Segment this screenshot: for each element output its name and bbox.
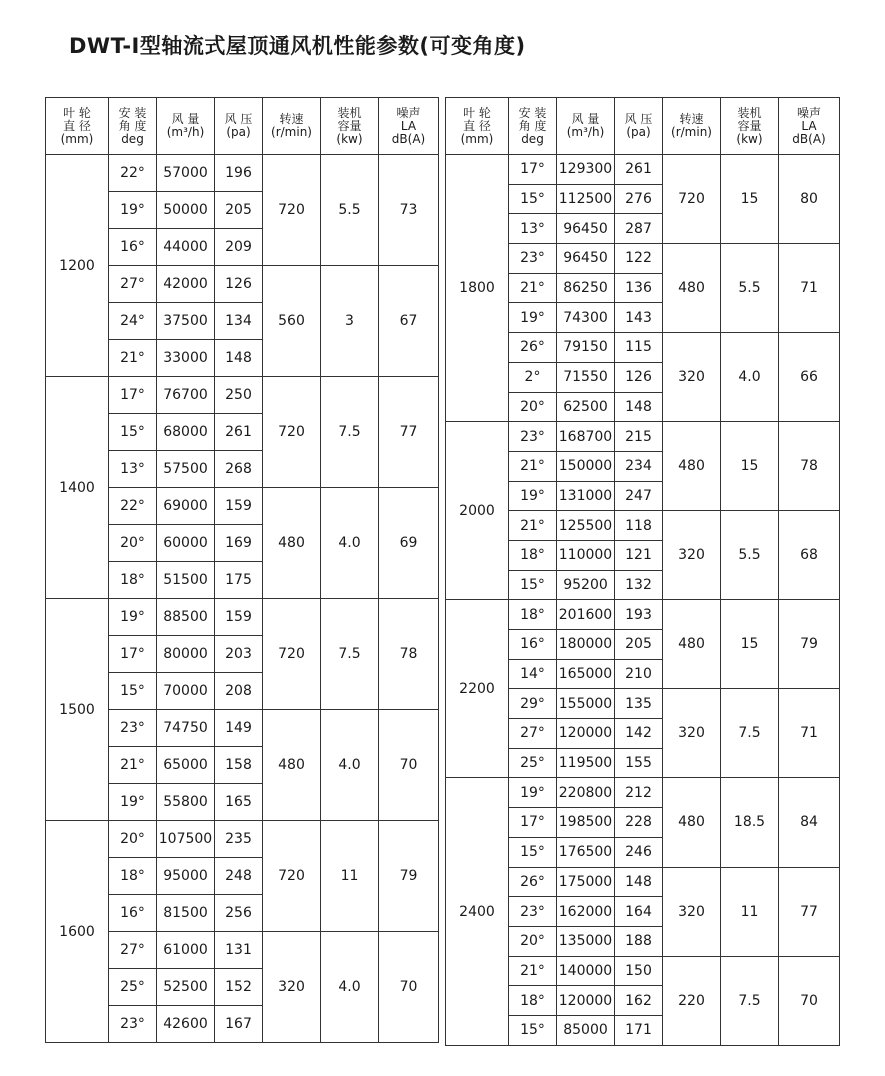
pressure-cell: 118 (615, 511, 663, 541)
airflow-cell: 176500 (557, 837, 615, 867)
header-line: 叶 轮 (63, 105, 91, 120)
angle-cell: 15° (509, 570, 557, 600)
diameter-cell: 1800 (446, 155, 509, 422)
airflow-cell: 62500 (557, 392, 615, 422)
header-noise (379, 98, 439, 155)
angle-cell: 18° (509, 600, 557, 630)
pressure-cell: 121 (615, 540, 663, 570)
pressure-cell: 228 (615, 808, 663, 838)
page-title: DWT-Ⅰ型轴流式屋顶通风机性能参数(可变角度) (69, 34, 526, 58)
angle-cell: 20° (509, 926, 557, 956)
pressure-cell: 246 (615, 837, 663, 867)
airflow-cell: 52500 (157, 969, 215, 1006)
airflow-cell: 125500 (557, 511, 615, 541)
table-header (446, 98, 840, 155)
header-line: 角 度 (518, 118, 547, 133)
airflow-cell: 61000 (157, 932, 215, 969)
header-power (721, 98, 779, 155)
diameter-cell: 1600 (46, 821, 109, 1043)
airflow-cell: 37500 (157, 303, 215, 340)
airflow-cell: 55800 (157, 784, 215, 821)
airflow-cell: 88500 (157, 599, 215, 636)
airflow-cell: 68000 (157, 414, 215, 451)
header-diameter (446, 98, 509, 155)
angle-cell: 15° (509, 837, 557, 867)
header-line: (kw) (336, 131, 363, 146)
airflow-cell: 85000 (557, 1015, 615, 1045)
angle-cell: 17° (509, 155, 557, 185)
airflow-cell: 42600 (157, 1006, 215, 1043)
airflow-cell: 129300 (557, 155, 615, 185)
diameter-cell: 1400 (46, 377, 109, 599)
noise-cell: 79 (379, 821, 439, 932)
airflow-cell: 44000 (157, 229, 215, 266)
header-line: 角 度 (118, 118, 147, 133)
pressure-cell: 261 (615, 155, 663, 185)
speed-cell: 320 (263, 932, 321, 1043)
angle-cell: 17° (109, 377, 157, 414)
airflow-cell: 74750 (157, 710, 215, 747)
pressure-cell: 132 (615, 570, 663, 600)
pressure-cell: 209 (215, 229, 263, 266)
airflow-cell: 69000 (157, 488, 215, 525)
angle-cell: 19° (109, 599, 157, 636)
pressure-cell: 136 (615, 273, 663, 303)
pressure-cell: 142 (615, 719, 663, 749)
table-row (446, 155, 840, 185)
airflow-cell: 110000 (557, 540, 615, 570)
airflow-cell: 135000 (557, 926, 615, 956)
table-row (46, 155, 439, 192)
header-line: deg (521, 131, 544, 146)
pressure-cell: 261 (215, 414, 263, 451)
diameter-cell: 1500 (46, 599, 109, 821)
angle-cell: 24° (109, 303, 157, 340)
noise-cell: 78 (379, 599, 439, 710)
pressure-cell: 203 (215, 636, 263, 673)
header-angle (109, 98, 157, 155)
angle-cell: 16° (509, 630, 557, 660)
power-cell: 3 (321, 266, 379, 377)
speed-cell: 320 (663, 689, 721, 778)
header-line: 直 径 (63, 118, 91, 133)
angle-cell: 26° (509, 333, 557, 363)
speed-cell: 720 (263, 599, 321, 710)
table-row (46, 821, 439, 858)
angle-cell: 27° (109, 266, 157, 303)
airflow-cell: 96450 (557, 244, 615, 274)
airflow-cell: 165000 (557, 659, 615, 689)
pressure-cell: 193 (615, 600, 663, 630)
power-cell: 4.0 (321, 932, 379, 1043)
pressure-cell: 131 (215, 932, 263, 969)
airflow-cell: 33000 (157, 340, 215, 377)
table-row (46, 377, 439, 414)
angle-cell: 21° (109, 747, 157, 784)
angle-cell: 21° (109, 340, 157, 377)
noise-cell: 80 (779, 155, 840, 244)
airflow-cell: 112500 (557, 184, 615, 214)
speed-cell: 480 (663, 600, 721, 689)
angle-cell: 27° (509, 719, 557, 749)
noise-cell: 71 (779, 244, 840, 333)
angle-cell: 17° (109, 636, 157, 673)
speed-cell: 560 (263, 266, 321, 377)
airflow-cell: 79150 (557, 333, 615, 363)
angle-cell: 17° (509, 808, 557, 838)
angle-cell: 23° (109, 1006, 157, 1043)
header-line: dB(A) (391, 131, 426, 146)
noise-cell: 71 (779, 689, 840, 778)
pressure-cell: 188 (615, 926, 663, 956)
airflow-cell: 168700 (557, 422, 615, 452)
airflow-cell: 86250 (557, 273, 615, 303)
angle-cell: 19° (509, 778, 557, 808)
header-line: 风 量 (171, 112, 200, 126)
airflow-cell: 96450 (557, 214, 615, 244)
power-cell: 5.5 (721, 244, 779, 333)
diameter-cell: 2400 (446, 778, 509, 1045)
pressure-cell: 196 (215, 155, 263, 192)
speed-cell: 320 (663, 333, 721, 422)
angle-cell: 19° (109, 192, 157, 229)
power-cell: 11 (721, 867, 779, 956)
airflow-cell: 42000 (157, 266, 215, 303)
angle-cell: 20° (109, 525, 157, 562)
pressure-cell: 148 (615, 392, 663, 422)
airflow-cell: 70000 (157, 673, 215, 710)
angle-cell: 25° (509, 748, 557, 778)
angle-cell: 18° (509, 986, 557, 1016)
angle-cell: 22° (109, 488, 157, 525)
header-line: (m³/h) (566, 125, 605, 139)
airflow-cell: 131000 (557, 481, 615, 511)
angle-cell: 21° (509, 511, 557, 541)
angle-cell: 14° (509, 659, 557, 689)
angle-cell: 2° (509, 362, 557, 392)
pressure-cell: 165 (215, 784, 263, 821)
angle-cell: 15° (509, 1015, 557, 1045)
angle-cell: 18° (109, 858, 157, 895)
angle-cell: 26° (509, 867, 557, 897)
airflow-cell: 162000 (557, 897, 615, 927)
pressure-cell: 215 (615, 422, 663, 452)
power-cell: 4.0 (321, 710, 379, 821)
pressure-cell: 210 (615, 659, 663, 689)
airflow-cell: 198500 (557, 808, 615, 838)
angle-cell: 23° (509, 422, 557, 452)
pressure-cell: 150 (615, 956, 663, 986)
speed-cell: 480 (663, 244, 721, 333)
pressure-cell: 134 (215, 303, 263, 340)
power-cell: 11 (321, 821, 379, 932)
pressure-cell: 169 (215, 525, 263, 562)
airflow-cell: 120000 (557, 986, 615, 1016)
pressure-cell: 148 (215, 340, 263, 377)
pressure-cell: 212 (615, 778, 663, 808)
noise-cell: 68 (779, 511, 840, 600)
header-diameter (46, 98, 109, 155)
angle-cell: 29° (509, 689, 557, 719)
pressure-cell: 234 (615, 451, 663, 481)
header-line: (r/min) (271, 125, 312, 139)
angle-cell: 13° (109, 451, 157, 488)
pressure-cell: 155 (615, 748, 663, 778)
pressure-cell: 162 (615, 986, 663, 1016)
header-angle (509, 98, 557, 155)
table-header (46, 98, 439, 155)
power-cell: 4.0 (721, 333, 779, 422)
noise-cell: 77 (379, 377, 439, 488)
power-cell: 5.5 (321, 155, 379, 266)
power-cell: 7.5 (721, 956, 779, 1045)
noise-cell: 70 (379, 710, 439, 821)
angle-cell: 19° (509, 481, 557, 511)
header-line: 容量 (737, 118, 762, 133)
header-line: 转速 (679, 112, 704, 126)
airflow-cell: 80000 (157, 636, 215, 673)
angle-cell: 18° (109, 562, 157, 599)
angle-cell: 21° (509, 956, 557, 986)
table-row (446, 600, 840, 630)
airflow-cell: 201600 (557, 600, 615, 630)
speed-cell: 720 (263, 377, 321, 488)
airflow-cell: 60000 (157, 525, 215, 562)
power-cell: 5.5 (721, 511, 779, 600)
angle-cell: 16° (109, 895, 157, 932)
header-pressure (215, 98, 263, 155)
pressure-cell: 248 (215, 858, 263, 895)
speed-cell: 480 (263, 488, 321, 599)
header-line: (pa) (626, 125, 651, 139)
noise-cell: 77 (779, 867, 840, 956)
header-noise (779, 98, 840, 155)
airflow-cell: 220800 (557, 778, 615, 808)
pressure-cell: 276 (615, 184, 663, 214)
speed-cell: 480 (663, 778, 721, 867)
pressure-cell: 167 (215, 1006, 263, 1043)
airflow-cell: 95200 (557, 570, 615, 600)
performance-table-right (445, 97, 840, 1046)
airflow-cell: 81500 (157, 895, 215, 932)
header-power (321, 98, 379, 155)
header-line: 容量 (337, 118, 362, 133)
header-line: (pa) (226, 125, 251, 139)
table-row (446, 422, 840, 452)
pressure-cell: 247 (615, 481, 663, 511)
header-line: 安 装 (118, 105, 147, 120)
speed-cell: 480 (263, 710, 321, 821)
header-speed (263, 98, 321, 155)
pressure-cell: 256 (215, 895, 263, 932)
pressure-cell: 135 (615, 689, 663, 719)
pressure-cell: 149 (215, 710, 263, 747)
power-cell: 18.5 (721, 778, 779, 867)
pressure-cell: 208 (215, 673, 263, 710)
airflow-cell: 107500 (157, 821, 215, 858)
speed-cell: 480 (663, 422, 721, 511)
speed-cell: 720 (663, 155, 721, 244)
pressure-cell: 287 (615, 214, 663, 244)
pressure-cell: 115 (615, 333, 663, 363)
header-line: 装机 (737, 105, 762, 120)
airflow-cell: 51500 (157, 562, 215, 599)
angle-cell: 19° (109, 784, 157, 821)
noise-cell: 66 (779, 333, 840, 422)
header-line: dB(A) (792, 131, 826, 146)
header-line: 叶 轮 (463, 105, 491, 120)
diameter-cell: 2200 (446, 600, 509, 778)
table-row (446, 778, 840, 808)
header-line: 风 压 (224, 112, 253, 126)
header-line: 风 压 (624, 112, 653, 126)
angle-cell: 19° (509, 303, 557, 333)
airflow-cell: 95000 (157, 858, 215, 895)
header-line: 噪声 (796, 105, 821, 120)
angle-cell: 27° (109, 932, 157, 969)
power-cell: 15 (721, 600, 779, 689)
pressure-cell: 268 (215, 451, 263, 488)
header-line: 转速 (279, 112, 304, 126)
header-line: LA (801, 118, 817, 133)
speed-cell: 720 (263, 821, 321, 932)
angle-cell: 16° (109, 229, 157, 266)
airflow-cell: 119500 (557, 748, 615, 778)
pressure-cell: 126 (215, 266, 263, 303)
pressure-cell: 159 (215, 488, 263, 525)
header-line: 风 量 (571, 112, 600, 126)
header-line: 直 径 (463, 118, 491, 133)
pressure-cell: 250 (215, 377, 263, 414)
angle-cell: 20° (509, 392, 557, 422)
angle-cell: 20° (109, 821, 157, 858)
angle-cell: 23° (509, 897, 557, 927)
airflow-cell: 155000 (557, 689, 615, 719)
pressure-cell: 158 (215, 747, 263, 784)
airflow-cell: 57500 (157, 451, 215, 488)
power-cell: 4.0 (321, 488, 379, 599)
header-line: (mm) (460, 131, 494, 146)
header-airflow (157, 98, 215, 155)
pressure-cell: 159 (215, 599, 263, 636)
angle-cell: 18° (509, 540, 557, 570)
angle-cell: 21° (509, 273, 557, 303)
performance-table-left (45, 97, 439, 1043)
pressure-cell: 126 (615, 362, 663, 392)
power-cell: 15 (721, 422, 779, 511)
airflow-cell: 150000 (557, 451, 615, 481)
airflow-cell: 71550 (557, 362, 615, 392)
header-line: (mm) (60, 131, 94, 146)
pressure-cell: 205 (215, 192, 263, 229)
pressure-cell: 164 (615, 897, 663, 927)
pressure-cell: 152 (215, 969, 263, 1006)
noise-cell: 70 (379, 932, 439, 1043)
header-pressure (615, 98, 663, 155)
noise-cell: 70 (779, 956, 840, 1045)
airflow-cell: 65000 (157, 747, 215, 784)
angle-cell: 15° (109, 673, 157, 710)
header-speed (663, 98, 721, 155)
header-line: 噪声 (396, 105, 421, 120)
airflow-cell: 140000 (557, 956, 615, 986)
angle-cell: 23° (109, 710, 157, 747)
angle-cell: 22° (109, 155, 157, 192)
pressure-cell: 205 (615, 630, 663, 660)
header-line: (kw) (736, 131, 763, 146)
angle-cell: 23° (509, 244, 557, 274)
pressure-cell: 175 (215, 562, 263, 599)
angle-cell: 15° (109, 414, 157, 451)
pressure-cell: 122 (615, 244, 663, 274)
pressure-cell: 235 (215, 821, 263, 858)
angle-cell: 13° (509, 214, 557, 244)
speed-cell: 720 (263, 155, 321, 266)
header-line: 安 装 (518, 105, 547, 120)
speed-cell: 320 (663, 867, 721, 956)
airflow-cell: 57000 (157, 155, 215, 192)
header-line: 装机 (337, 105, 362, 120)
noise-cell: 69 (379, 488, 439, 599)
airflow-cell: 76700 (157, 377, 215, 414)
airflow-cell: 180000 (557, 630, 615, 660)
diameter-cell: 2000 (446, 422, 509, 600)
airflow-cell: 50000 (157, 192, 215, 229)
table-row (46, 599, 439, 636)
power-cell: 15 (721, 155, 779, 244)
angle-cell: 15° (509, 184, 557, 214)
power-cell: 7.5 (321, 377, 379, 488)
noise-cell: 79 (779, 600, 840, 689)
power-cell: 7.5 (721, 689, 779, 778)
speed-cell: 320 (663, 511, 721, 600)
header-airflow (557, 98, 615, 155)
header-line: deg (121, 131, 144, 146)
angle-cell: 25° (109, 969, 157, 1006)
angle-cell: 21° (509, 451, 557, 481)
diameter-cell: 1200 (46, 155, 109, 377)
header-line: (m³/h) (166, 125, 205, 139)
pressure-cell: 148 (615, 867, 663, 897)
speed-cell: 220 (663, 956, 721, 1045)
header-line: LA (400, 118, 417, 133)
noise-cell: 73 (379, 155, 439, 266)
pressure-cell: 171 (615, 1015, 663, 1045)
noise-cell: 67 (379, 266, 439, 377)
airflow-cell: 175000 (557, 867, 615, 897)
pressure-cell: 143 (615, 303, 663, 333)
header-line: (r/min) (671, 125, 712, 139)
airflow-cell: 74300 (557, 303, 615, 333)
noise-cell: 78 (779, 422, 840, 511)
power-cell: 7.5 (321, 599, 379, 710)
noise-cell: 84 (779, 778, 840, 867)
airflow-cell: 120000 (557, 719, 615, 749)
